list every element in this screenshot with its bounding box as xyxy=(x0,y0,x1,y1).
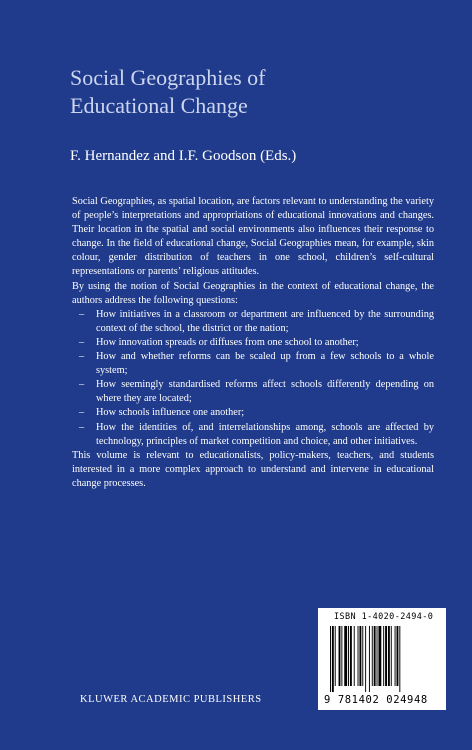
question-item: – How schools influence one another; xyxy=(72,406,434,420)
question-item: – How innovation spreads or diffuses from one school to another; xyxy=(72,336,434,350)
book-title xyxy=(70,64,430,120)
question-item: – How seemingly standardised reforms affect schools differently depending on where they are located; xyxy=(72,378,434,406)
isbn-label: ISBN 1-4020-2494-0 xyxy=(334,612,434,622)
question-item: – How and whether reforms can be scaled up from a few schools to a whole system; xyxy=(72,350,434,378)
lead-in-paragraph: By using the notion of Social Geographies in the context of educational change, the authors address the following questions: xyxy=(72,280,434,306)
questions-list xyxy=(72,308,434,449)
closing-paragraph: This volume is relevant to educationalists, policy-makers, teachers, and students interested in a more complex approach to understand and intervene in educational change processes. xyxy=(72,449,434,489)
barcode-digits: 9 781402 024948 xyxy=(324,694,428,706)
question-item: – How initiatives in a classroom or department are influenced by the surrounding context of the school, the district or the nation; xyxy=(72,308,434,336)
barcode-panel xyxy=(318,608,446,710)
barcode-icon xyxy=(328,626,440,692)
title-line-1: Social Geographies of xyxy=(70,65,266,90)
publisher-name: KLUWER ACADEMIC PUBLISHERS xyxy=(80,694,262,705)
intro-paragraph: Social Geographies, as spatial location, are factors relevant to understanding the variety of people’s interpretations and appropriations of educational innovations and changes. Their location in the spatial and social environments also influences their response to change. In the field of educational change, Social Geographies mean, for example, skin colour, gender distribution of teachers in one school, children’s self-cultural representations or parents’ religious attitudes. xyxy=(72,196,434,278)
editors: F. Hernandez and I.F. Goodson (Eds.) xyxy=(70,148,297,164)
title-line-2: Educational Change xyxy=(70,93,248,118)
question-item: – How the identities of, and interrelationships among, schools are affected by technology, principles of market competition and choice, and other initiatives. xyxy=(72,421,434,449)
blurb xyxy=(72,195,434,491)
